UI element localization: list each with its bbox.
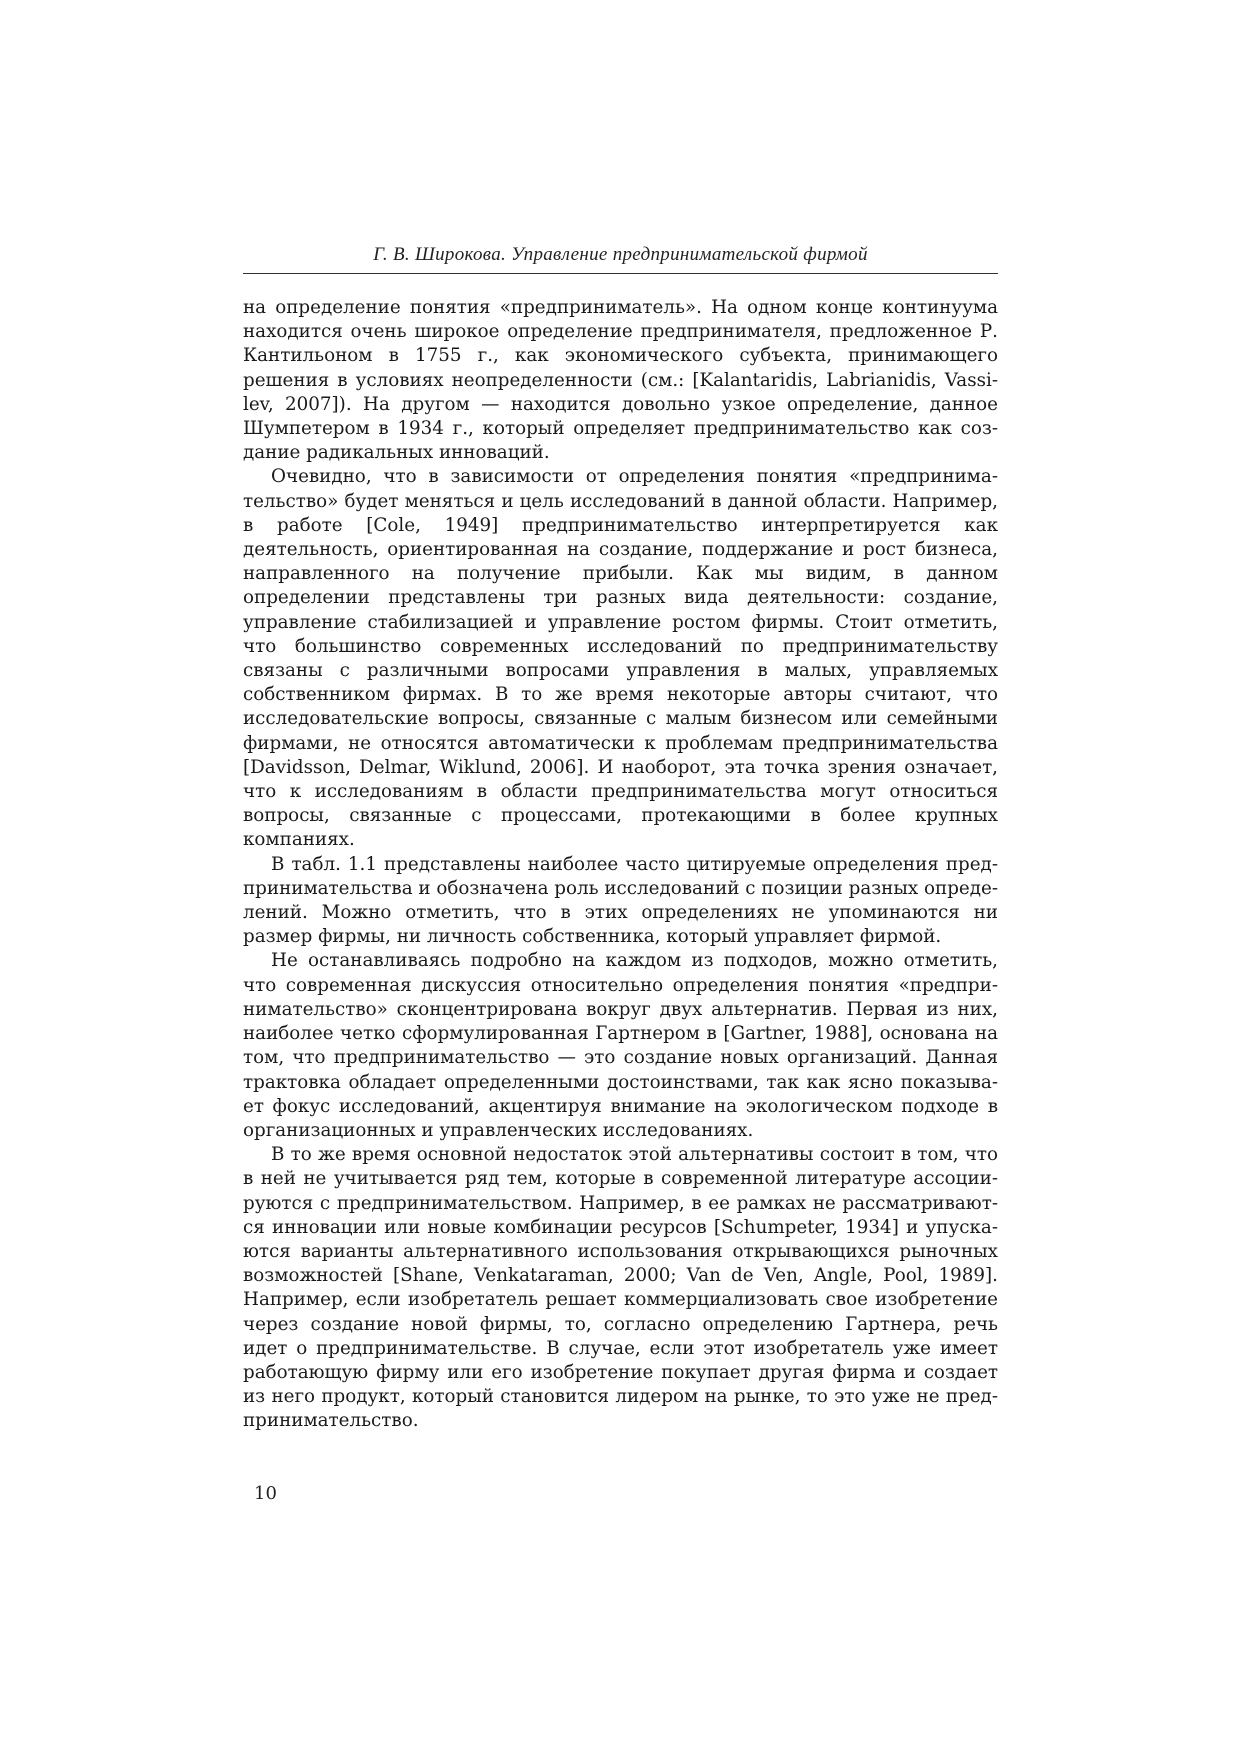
paragraph-2: Очевидно, что в зависимости от определения понятия «предпринимательство» будет меняться и цель исследований в данной области. Например, в работе [Cole, 1949] предпринимательство интерпретируется как деятельность, ориентированная на создание, поддержание и рост бизнеса, направленного на получение прибыли. Как мы видим, в данном определении представлены три разных вида деятельности: создание, управление стабилизацией и управление ростом фирмы. Стоит отметить, что большинство современных исследований по предпринимательству связаны с различными вопросами управления в малых, управляемых собственником фирмах. В то же время некоторые авторы считают, что исследовательские вопросы, связанные с малым бизнесом или семейными фирмами, не относятся автоматически к проблемам предпринимательства [Davidsson, Delmar, Wiklund, 2006]. И наоборот, эта точка зрения означает, что к исследованиям в области предпринимательства могут относиться вопросы, связанные с процессами, протекающими в более крупных компаниях.	[243, 466, 998, 851]
paragraph-4: Не останавливаясь подробно на каждом из подходов, можно отметить, что современная дискуссия относительно определения понятия «предпринимательство» сконцентрирована вокруг двух альтернатив. Первая из них, наиболее четко сформулированная Гартнером в [Gartner, 1988], основана на том, что предпринимательство — это создание новых организаций. Данная трактовка обладает определенными достоинствами, так как ясно показывает фокус исследований, акцентируя внимание на экологическом подходе в организационных и управленческих исследованиях.	[243, 950, 998, 1141]
paragraph-5: В то же время основной недостаток этой альтернативы состоит в том, что в ней не учитывается ряд тем, которые в современной литературе ассоциируются с предпринимательством. Например, в ее рамках не рассматриваются инновации или новые комбинации ресурсов [Schumpeter, 1934] и упускаются варианты альтернативного использования открывающихся рыночных возможностей [Shane, Venkataraman, 2000; Van de Ven, Angle, Pool, 1989]. Например, если изобретатель решает коммерциализовать свое изобретение через создание новой фирмы, то, согласно определению Гартнера, речь идет о предпринимательстве. В случае, если этот изобретатель уже имеет работающую фирму или его изобретение покупает другая фирма и создает из него продукт, который становится лидером на рынке, то это уже не предпринимательство.	[243, 1144, 998, 1432]
paragraph-1: на определение понятия «предприниматель». На одном конце континуума находится очень широкое определение предпринимателя, предложенное Р. Кантильоном в 1755 г., как экономического субъекта, принимающего решения в условиях неопределенности (см.: [Kalantaridis, Labrianidis, Vassilev, 2007]). На другом — находится довольно узкое определение, данное Шумпетером в 1934 г., который определяет предпринимательство как создание радикальных инноваций.	[243, 297, 998, 464]
paragraph-3: В табл. 1.1 представлены наиболее часто цитируемые определения предпринимательства и обозначена роль исследований с позиции разных определений. Можно отметить, что в этих определениях не упоминаются ни размер фирмы, ни личность собственника, который управляет фирмой.	[243, 853, 999, 948]
running-head: Г. В. Широкова. Управление предпринимательской фирмой	[373, 244, 868, 265]
body-text	[243, 296, 998, 1434]
header-rule	[243, 273, 998, 274]
page-number: 10	[254, 1483, 277, 1504]
